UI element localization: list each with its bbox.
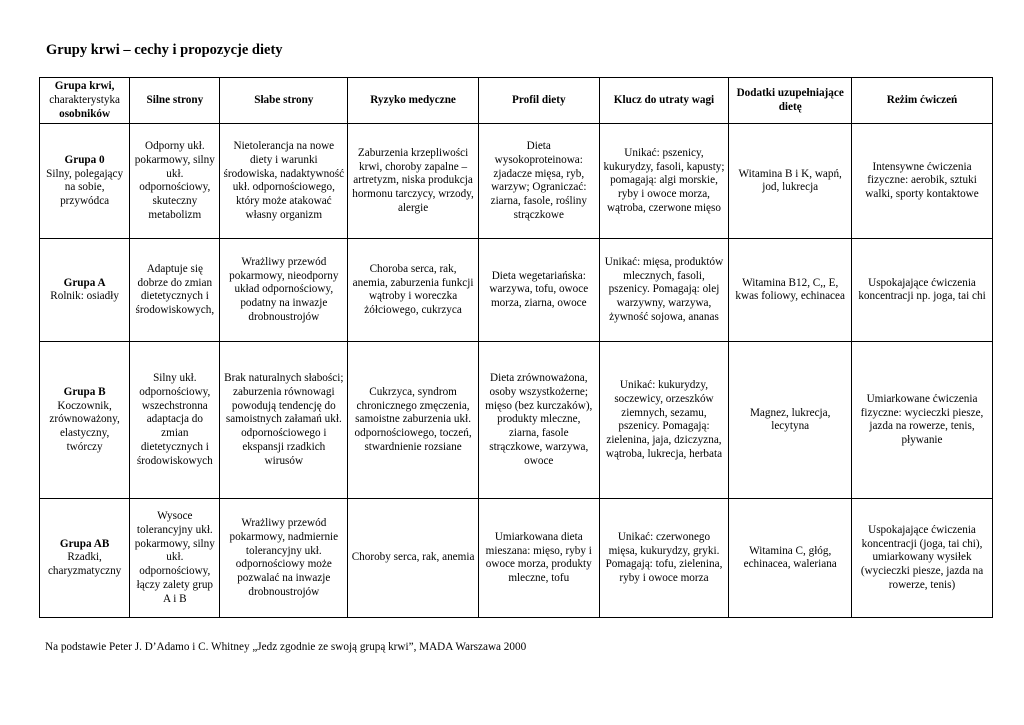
header-blood-group [40,78,130,124]
header-weight-loss-key: Klucz do utraty wagi [599,78,729,124]
source-footnote: Na podstawie Peter J. D’Adamo i C. Whitney „Jedz zgodnie ze swoją grupą krwi”, MADA Warszawa 2000 [45,641,527,653]
group-description: Rolnik: osiadły [50,290,119,303]
strengths-cell: Adaptuje się dobrze do zmian dietetycznych i środowiskowych, [130,239,220,342]
supplements-cell: Magnez, lukrecja, lecytyna [729,342,852,499]
header-blood-group-sub: charakterystyka [49,93,121,106]
medical-risk-cell: Choroba serca, rak, anemia, zaburzenia funkcji wątroby i woreczka żółciowego, cukrzyca [348,239,479,342]
header-blood-group-sub2: osobników [59,107,111,120]
diet-profile-cell: Umiarkowana dieta mieszana: mięso, ryby i owoce morza, produkty mleczne, tofu [478,499,599,618]
supplements-cell: Witamina B12, C,, E, kwas foliowy, echinacea [729,239,852,342]
group-name: Grupa B [63,385,106,398]
header-strengths: Silne strony [130,78,220,124]
table-row [40,499,993,618]
exercise-regime-cell: Uspokajające ćwiczenia koncentracji np. joga, tai chi [852,239,993,342]
group-name: Grupa A [63,276,106,289]
strengths-cell: Wysoce tolerancyjny ukł. pokarmowy, silny ukł. odpornościowy, łączy zalety grup A i B [130,499,220,618]
medical-risk-cell: Zaburzenia krzepliwości krwi, choroby zapalne – artretyzm, niska produkcja hormonu tarczycy, wrzody, alergie [348,124,479,239]
table-header-row [40,78,993,124]
table-row [40,239,993,342]
weaknesses-cell: Brak naturalnych słabości; zaburzenia równowagi powodują tendencję do samoistnych załamań ukł. odpornościowego i ekspansji rzadkich wirusów [220,342,348,499]
header-medical-risk: Ryzyko medyczne [348,78,479,124]
header-weaknesses: Słabe strony [220,78,348,124]
group-cell [40,239,130,342]
strengths-cell: Odporny ukł. pokarmowy, silny ukł. odpornościowy, skuteczny metabolizm [130,124,220,239]
weaknesses-cell: Wrażliwy przewód pokarmowy, nieodporny układ odpornościowy, podatny na inwazje drobnoustrojów [220,239,348,342]
strengths-cell: Silny ukł. odpornościowy, wszechstronna adaptacja do zmian dietetycznych i środowiskowych [130,342,220,499]
weight-loss-key-cell: Unikać: pszenicy, kukurydzy, fasoli, kapusty; pomagają: algi morskie, ryby i owoce morza, wątroba, czerwone mięso [599,124,729,239]
diet-profile-cell: Dieta zrównoważona, osoby wszystkożerne; mięso (bez kurczaków), produkty mleczne, ziarna, fasole strączkowe, warzywa, owoce [478,342,599,499]
diet-profile-cell: Dieta wysokoproteinowa: zjadacze mięsa, ryb, warzyw; Ograniczać: ziarna, fasole, rośliny strączkowe [478,124,599,239]
header-blood-group-title: Grupa krwi, [54,80,115,92]
table-row [40,342,993,499]
weaknesses-cell: Wrażliwy przewód pokarmowy, nadmiernie tolerancyjny ukł. odpornościowy może pozwalać na inwazje drobnoustrojów [220,499,348,618]
diet-profile-cell: Dieta wegetariańska: warzywa, tofu, owoce morza, ziarna, owoce [478,239,599,342]
weight-loss-key-cell: Unikać: czerwonego mięsa, kukurydzy, gryki. Pomagają: tofu, zielenina, ryby i owoce morza [599,499,729,618]
supplements-cell: Witamina C, głóg, echinacea, waleriana [729,499,852,618]
group-description: Koczownik, zrównoważony, elastyczny, twórczy [49,399,120,454]
page-title: Grupy krwi – cechy i propozycje diety [46,42,283,58]
group-description: Rzadki, charyzmatyczny [47,551,122,578]
exercise-regime-cell: Umiarkowane ćwiczenia fizyczne: wycieczki piesze, jazda na rowerze, tenis, pływanie [852,342,993,499]
group-cell [40,499,130,618]
weight-loss-key-cell: Unikać: mięsa, produktów mlecznych, fasoli, pszenicy. Pomagają: olej warzywny, warzywa, żywność sojowa, ananas [599,239,729,342]
medical-risk-cell: Choroby serca, rak, anemia [348,499,479,618]
table-row [40,124,993,239]
header-supplements: Dodatki uzupełniające dietę [729,78,852,124]
header-diet-profile: Profil diety [478,78,599,124]
exercise-regime-cell: Uspokajające ćwiczenia koncentracji (joga, tai chi), umiarkowany wysiłek (wycieczki piesze, jazda na rowerze, tenis) [852,499,993,618]
exercise-regime-cell: Intensywne ćwiczenia fizyczne: aerobik, sztuki walki, sporty kontaktowe [852,124,993,239]
group-cell [40,124,130,239]
group-name: Grupa 0 [64,153,105,166]
medical-risk-cell: Cukrzyca, syndrom chronicznego zmęczenia, samoistne zaburzenia ukł. odpornościowego, toczeń, stwardnienie rozsiane [348,342,479,499]
group-name: Grupa AB [59,537,110,550]
weaknesses-cell: Nietolerancja na nowe diety i warunki środowiska, nadaktywność ukł. odpornościowego, który może atakować własny organizm [220,124,348,239]
group-description: Silny, polegający na sobie, przywódca [46,167,124,208]
supplements-cell: Witamina B i K, wapń, jod, lukrecja [729,124,852,239]
weight-loss-key-cell: Unikać: kukurydzy, soczewicy, orzeszków ziemnych, sezamu, pszenicy. Pomagają: zielenina, jaja, dziczyzna, wątroba, lukrecja, herbata [599,342,729,499]
blood-type-table [39,77,993,618]
header-exercise-regime: Reżim ćwiczeń [852,78,993,124]
group-cell [40,342,130,499]
